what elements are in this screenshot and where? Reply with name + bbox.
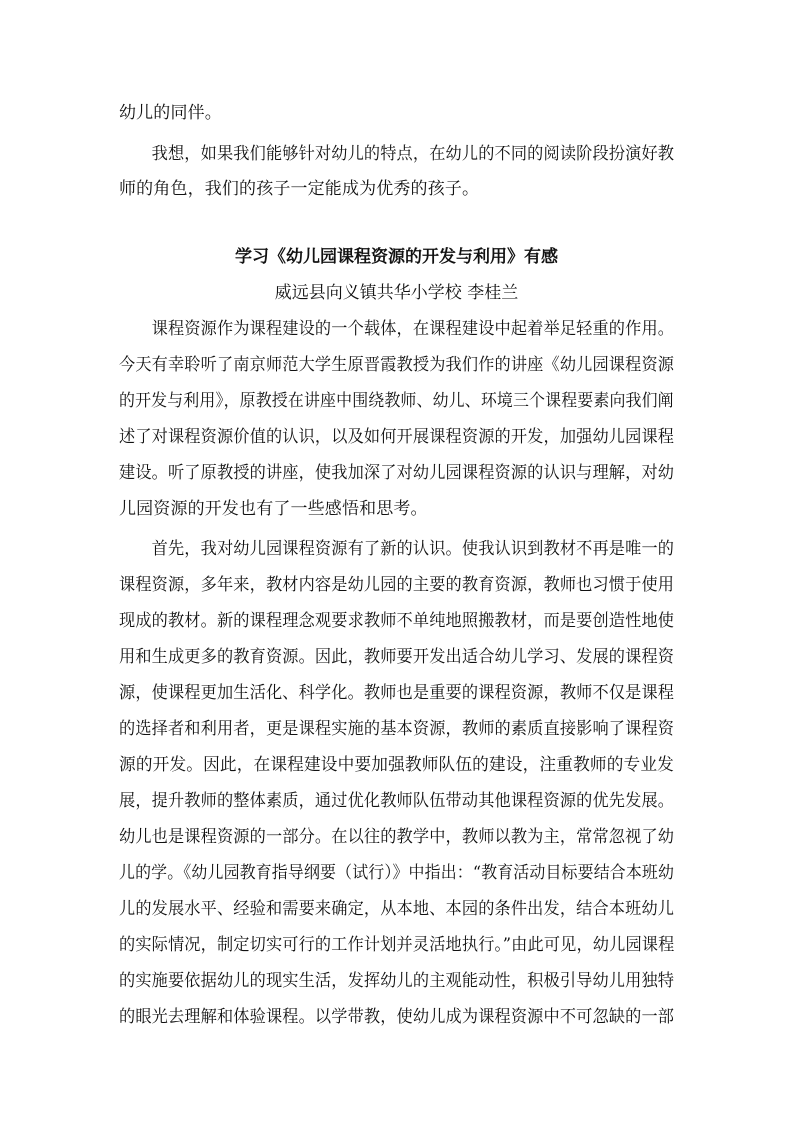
text-line: 现成的教材。新的课程理念观要求教师不单纯地照搬教材，而是要创造性地使 <box>119 611 675 631</box>
text-line: 儿的学。《幼儿园教育指导纲要（试行）》中指出：“教育活动目标要结合本班幼 <box>119 863 675 883</box>
article-author: 威远县向义镇共华小学校 李桂兰 <box>274 283 519 303</box>
text-line: 的眼光去理解和体验课程。以学带教，使幼儿成为课程资源中不可忽缺的一部 <box>119 1007 675 1027</box>
text-line: 今天有幸聆听了南京师范大学生原晋霞教授为我们作的讲座《幼儿园课程资源 <box>119 355 675 375</box>
text-line: 的开发与利用》，原教授在讲座中围绕教师、幼儿、环境三个课程要素向我们阐 <box>119 391 674 411</box>
text-line: 幼儿的同伴。 <box>119 103 222 123</box>
text-line: 儿的发展水平、经验和需要来确定，从本地、本园的条件出发，结合本班幼儿 <box>119 899 675 919</box>
text-line: 源的开发。因此，在课程建设中要加强教师队伍的建设，注重教师的专业发 <box>119 755 674 775</box>
text-line: 师的角色，我们的孩子一定能成为优秀的孩子。 <box>119 179 480 199</box>
text-line: 幼儿也是课程资源的一部分。在以往的教学中，教师以教为主，常常忽视了幼 <box>119 827 675 847</box>
article-title: 学习《幼儿园课程资源的开发与利用》有感 <box>235 247 558 267</box>
text-line: 我想，如果我们能够针对幼儿的特点，在幼儿的不同的阅读阶段扮演好教 <box>119 144 675 164</box>
text-line: 的实际情况，制定切实可行的工作计划并灵活地执行。”由此可见，幼儿园课程 <box>119 935 675 955</box>
text-line: 的选择者和利用者，更是课程实施的基本资源，教师的素质直接影响了课程资 <box>119 719 675 739</box>
text-line: 的实施要依据幼儿的现实生活，发挥幼儿的主观能动性，积极引导幼儿用独特 <box>119 971 675 991</box>
text-line: 首先，我对幼儿园课程资源有了新的认识。使我认识到教材不再是唯一的 <box>119 539 675 559</box>
text-line: 课程资源，多年来，教材内容是幼儿园的主要的教育资源，教师也习惯于使用 <box>119 575 675 595</box>
text-line: 源，使课程更加生活化、科学化。教师也是重要的课程资源，教师不仅是课程 <box>119 683 675 703</box>
text-line: 建设。听了原教授的讲座，使我加深了对幼儿园课程资源的认识与理解，对幼 <box>119 463 675 483</box>
text-line: 儿园资源的开发也有了一些感悟和思考。 <box>119 499 428 519</box>
text-line: 述了对课程资源价值的认识，以及如何开展课程资源的开发，加强幼儿园课程 <box>119 427 675 447</box>
text-line: 展，提升教师的整体素质，通过优化教师队伍带动其他课程资源的优先发展。 <box>119 791 675 811</box>
text-line: 用和生成更多的教育资源。因此，教师要开发出适合幼儿学习、发展的课程资 <box>119 647 675 667</box>
text-line: 课程资源作为课程建设的一个载体，在课程建设中起着举足轻重的作用。 <box>119 319 675 339</box>
